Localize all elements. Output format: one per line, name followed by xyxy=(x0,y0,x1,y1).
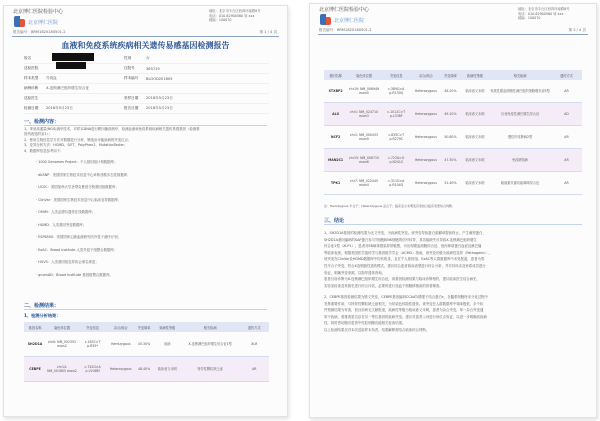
hospital-logo-icon xyxy=(320,14,331,25)
report-page-2 xyxy=(309,3,597,418)
cell-class: 临床意义未明 xyxy=(461,80,489,103)
info-label: 姓名 xyxy=(24,56,32,60)
column-header: 突变信息 xyxy=(381,70,412,80)
cell-inherit: AR xyxy=(551,80,582,103)
conclusion-line: 2、CEBPE基因检测结果为错义突变，CEBPE基因编码CCAAT/增强子结合蛋白ε，在髓系细胞终末分化过程中 xyxy=(324,295,488,299)
cell-inherit: AR xyxy=(240,357,269,382)
table-row xyxy=(324,172,582,195)
section-divider xyxy=(24,309,267,310)
info-label: 送检医院 xyxy=(24,66,39,70)
table-row xyxy=(324,149,582,172)
cell-freq: 46.20% xyxy=(440,80,461,103)
conclusion-line: 件预测结果为有害，但目前尚无文献报道，致病性等级为临床意义未明，患者为杂合突变，单一杂合突变通 xyxy=(324,308,484,313)
cell-disease: 自身免疫性淋巴增生综合征 xyxy=(489,103,551,126)
cell-pos: chr19: NM_006949 exon5 xyxy=(347,80,381,103)
cell-class: 临床意义未明 xyxy=(154,357,181,382)
page-header xyxy=(310,4,596,34)
cell-class: 致病 xyxy=(154,332,181,357)
paragraph-line: 4、数据库信息参考如下： xyxy=(24,148,64,153)
database-item: · HGMD：人类基因突变数据库； xyxy=(36,222,87,227)
info-value: 外周血 xyxy=(46,76,57,80)
cell-zyg: Heterozygous xyxy=(412,126,440,149)
cell-mut: c.835C>T p.R279C xyxy=(381,126,412,149)
column-header: 基因名称 xyxy=(24,322,46,332)
cell-gene: SH2D1A xyxy=(24,332,46,357)
org-name: 北京博仁医院检验中心 xyxy=(13,9,64,15)
conclusion-line: 发挥重要作用，与特异性颗粒缺乏症相关，为常染色体隐性遗传。该突变在人群数据库中频率极低，多个软 xyxy=(324,301,484,306)
column-header: 杂合/纯合 xyxy=(107,322,134,332)
cell-disease: 慢性肉芽肿病2型 xyxy=(489,126,551,149)
section-2-title: 二、检测结果： xyxy=(24,303,60,309)
section-1-body xyxy=(24,127,269,154)
section-2-subtitle: 1、检测分析结果： xyxy=(24,313,61,318)
page-number: 第 2 / 4 页 xyxy=(568,28,586,32)
cell-class: 临床意义未明 xyxy=(461,172,489,195)
cell-class: 临床意义未明 xyxy=(461,149,489,172)
paragraph-line: 因列表见附录1）； xyxy=(24,132,52,137)
conclusion-2 xyxy=(324,294,582,334)
column-header: 遗传方式 xyxy=(240,322,269,332)
info-value2: BLOOD201605 xyxy=(146,76,173,81)
result-table-continued xyxy=(324,70,582,195)
page-header xyxy=(4,6,287,36)
cell-mut: c.389G>A p.R130Q xyxy=(381,80,412,103)
table-header-row xyxy=(324,70,582,80)
database-item: · ESP6500：美国国家心肺血液研究所外显子测序计划； xyxy=(36,235,121,239)
info-label2: 报告日期 xyxy=(124,106,139,110)
cell-pos: chr14: NM_001805 exon2 xyxy=(46,357,78,382)
column-header: 染色体位置 xyxy=(347,70,381,80)
conclusion-line: 实验室检查及家族史进行综合评估，必要时进行造血干细胞移植前的供者筛查。 xyxy=(324,283,443,288)
cell-mut: c.163C>T p.R55* xyxy=(78,332,107,357)
conclusion-line: 该突变在ClinVar及HGMD数据库中均有收录，且在千人基因组、ExAC等人群数据库中未见报道，患者为男 xyxy=(324,257,485,262)
info-label: 样本类型 xyxy=(24,76,39,80)
section-3-title: 三、结论 xyxy=(324,218,345,224)
cell-zyg: Heterozygous xyxy=(412,103,440,126)
section-1-title: 一、检测内容： xyxy=(24,119,60,125)
info-value2: 365719 xyxy=(146,66,160,71)
cell-gene: STXBP2 xyxy=(324,80,347,103)
info-label2: 性别 xyxy=(124,56,132,60)
conclusion-line: 1、SH2D1A基因的检测结果为无义突变，为致病性突变。该突变导致蛋白质翻译提前终止，产生截短蛋白， xyxy=(324,231,486,235)
cell-gene: NCF2 xyxy=(324,126,347,149)
cell-mut: c.742G>A p.V248M xyxy=(78,357,107,382)
report-page-1 xyxy=(3,5,288,417)
table-header-row xyxy=(24,322,269,332)
conclusion-line: 等临床表现。根据美国医学遗传学与基因组学学会（ACMG）指南，该突变评级为致病性变异（Pathogenic）， xyxy=(324,250,492,255)
info-value: X-连锁淋巴组织增生综合征 xyxy=(46,86,90,90)
table-row xyxy=(24,332,269,357)
page-number: 第 1 / 4 页 xyxy=(259,30,277,34)
address-block: 地址：北京市丰台区西四环南路8号 电话：010-62900560 转 xxx 邮编：100070 xyxy=(518,7,570,21)
column-header: 突变信息 xyxy=(78,322,107,332)
database-item: · gnomAD：Broad Institute 基因组整合数据库。 xyxy=(36,272,113,277)
cell-class: 临床意义未明 xyxy=(461,103,489,126)
column-header: 基因名称 xyxy=(324,70,347,80)
cell-freq: 51.40% xyxy=(440,172,461,195)
database-item: · HGVS：人类基因组变异协会命名规范； xyxy=(36,260,99,264)
database-item: · ClinVar：美国国家生物技术信息中心临床变异数据库； xyxy=(36,197,122,202)
column-header: 致病性等级 xyxy=(461,70,489,80)
section-divider xyxy=(324,224,582,225)
database-item: · dbSNP：美国国家生物技术信息中心单核苷酸多态性数据库； xyxy=(36,172,131,177)
database-item: · ExAC：Broad Institute 人类外显子组整合数据库； xyxy=(36,247,118,252)
info-value: 2018年5月23日 xyxy=(46,106,73,110)
cell-disease: 特异性颗粒缺乏症 xyxy=(181,357,240,382)
paragraph-line: 1、采用高通量(NGS)测序技术，对样本DNA进行靶向捕获测序，检测血液和免疫系统疾病相关遗传易感基因（检测基 xyxy=(24,127,200,131)
info-row xyxy=(24,84,269,94)
cell-class: 临床意义未明 xyxy=(461,126,489,149)
table-footnote: 注：Hemizygous 半合子；Heterozygous 杂合子；临床意义未明变异需结合临床表型综合判断。 xyxy=(324,204,455,208)
database-item: · 1000 Genomes Project：千人基因组计划数据库； xyxy=(36,160,118,164)
info-row xyxy=(24,94,269,104)
paragraph-line: 2、使用生物信息学方法对数据进行分析，筛选出可能致病的突变位点； xyxy=(24,137,132,142)
table-row xyxy=(324,80,582,103)
cell-zyg: Heterozygous xyxy=(107,357,134,382)
cell-disease: 免疫缺陷病 xyxy=(489,149,551,172)
info-value2: 2018年5月23日 xyxy=(146,106,173,110)
conclusion-line: 性，同时密切随访患者中性粒细胞功能相关检查结果。 xyxy=(324,321,406,326)
database-list xyxy=(36,156,266,281)
cell-inherit: AR xyxy=(551,149,582,172)
column-header: 相关疾病 xyxy=(489,70,551,80)
table-row xyxy=(24,357,269,382)
database-item: · OMIM：人类孟德尔遗传在线数据库； xyxy=(36,210,96,214)
cell-gene: CEBPE xyxy=(24,357,46,382)
redaction-box xyxy=(52,53,94,61)
report-number: 报告编号：BRM1820180501-2 xyxy=(319,28,372,32)
conclusion-line: 患者目前诊断为X-连锁淋巴组织增生综合征，该基因检测结果与临床诊断相符，建议临床医生结合病史、 xyxy=(324,277,480,282)
cell-disease: X-连锁淋巴组织增生综合征1型 xyxy=(181,332,240,357)
info-label: 检测日期 xyxy=(24,106,39,110)
info-label2: 采样日期 xyxy=(124,96,139,100)
cell-zyg: Heterozygous xyxy=(412,80,440,103)
cell-zyg: Heterozygous xyxy=(412,149,440,172)
header-divider xyxy=(12,36,279,37)
cell-freq: 50.80% xyxy=(440,126,461,149)
info-label: 送检医生 xyxy=(24,96,39,100)
info-label2: 住院号 xyxy=(124,66,135,70)
cell-pos: chr1: NM_000433 exon9 xyxy=(347,126,381,149)
paragraph-line: 3、变异分析方法：HGMD、SIFT、PolyPhen2、MutationTaster； xyxy=(24,143,128,148)
address-block: 地址：北京市丰台区西四环南路8号 电话：010-62900560 转 xxx 邮编：100070 xyxy=(209,9,261,23)
cell-disease: 硫胺素代谢功能障碍综合征 xyxy=(489,172,551,195)
cell-inherit: AD xyxy=(551,103,582,126)
conclusion-line: 性半合子突变，符合X连锁隐性遗传模式。建议结合患者临床表型进行综合分析，并对其母亲及家系成员进行 xyxy=(324,263,486,268)
column-header: 致病性等级 xyxy=(154,322,181,332)
info-value2: 2018年5月23日 xyxy=(146,96,173,100)
header-divider xyxy=(318,34,588,35)
cell-freq: 48.40% xyxy=(134,357,154,382)
conclusion-line: 综合征1型（XLP1），患者对EB病毒感染异常敏感，可出现噬血细胞综合征、低丙种球蛋白血症及淋巴瘤 xyxy=(324,244,482,249)
table-row xyxy=(324,103,582,126)
cell-gene: ALX xyxy=(324,103,347,126)
cell-mut: c.311G>A p.R104Q xyxy=(381,172,412,195)
table-row xyxy=(324,126,582,149)
database-item: · UCSC：美国加州大学圣塔克鲁兹分校基因组数据库； xyxy=(36,185,119,189)
info-row xyxy=(24,74,269,84)
hospital-logo-icon xyxy=(14,16,25,27)
cell-pos: chr1: NM_024710 exon3 xyxy=(347,103,381,126)
cell-pos: chr15: NM_006715 exon6 xyxy=(347,149,381,172)
cell-gene: MAN2C1 xyxy=(324,149,347,172)
conclusion-line: 常不致病，需排查是否存在另一等位基因的致病突变。建议对患者父母进行该位点验证，以进一步明确其致病 xyxy=(324,314,487,319)
cell-mut: c.722A>G p.N241S xyxy=(381,149,412,172)
result-table xyxy=(24,322,269,382)
cell-zyg: Heterozygous xyxy=(412,172,440,195)
org-name-short: 北京博仁医院 xyxy=(334,18,365,24)
conclusion-line: SH2D1A基因编码的SAP蛋白参与T细胞和NK细胞的信号转导，其功能缺失可导致X-连锁淋巴组织增生 xyxy=(324,237,477,242)
column-header: 突变频率 xyxy=(440,70,461,80)
cell-mut: c.1012C>T p.L338F xyxy=(381,103,412,126)
column-header: 杂合/纯合 xyxy=(412,70,440,80)
cell-freq: 47.30% xyxy=(440,149,461,172)
cell-pos: chr7: NM_022445 exon4 xyxy=(347,172,381,195)
cell-zyg: Hemizygous xyxy=(107,332,134,357)
column-header: 突变频率 xyxy=(134,322,154,332)
section-divider xyxy=(24,125,267,126)
info-value2: 女 xyxy=(146,56,150,60)
cell-inherit: XLR xyxy=(240,332,269,357)
conclusion-line: 以上检测结果仅对本次送检样本负责，结果解释需结合临床综合判断。 xyxy=(324,327,430,332)
conclusion-line: 验证，明确突变来源，以指导遗传咨询。 xyxy=(324,270,386,275)
cell-freq: 45.30% xyxy=(134,332,154,357)
conclusion-1 xyxy=(324,230,582,289)
cell-inherit: AR xyxy=(551,172,582,195)
org-name: 北京博仁医院检验中心 xyxy=(319,7,370,13)
info-row xyxy=(24,104,269,114)
column-header: 遗传方式 xyxy=(551,70,582,80)
column-header: 染色体位置 xyxy=(46,322,78,332)
cell-pos: chrX: NM_002351 exon2 xyxy=(46,332,78,357)
cell-disease: 家族性噬血细胞性淋巴组织细胞增多症5型 xyxy=(489,80,551,103)
redaction-box xyxy=(56,62,86,69)
info-label: 病例诊断 xyxy=(24,86,39,90)
info-label2: 样本编号 xyxy=(124,76,139,80)
cell-freq: 49.10% xyxy=(440,103,461,126)
cell-inherit: AR xyxy=(551,126,582,149)
column-header: 相关疾病 xyxy=(181,322,240,332)
report-number: 报告编号：BRM1820180501-2 xyxy=(13,30,66,34)
org-name-short: 北京博仁医院 xyxy=(28,20,59,26)
cell-gene: TPK1 xyxy=(324,172,347,195)
report-title: 血液和免疫系统疾病相关遗传易感基因检测报告 xyxy=(61,41,230,50)
